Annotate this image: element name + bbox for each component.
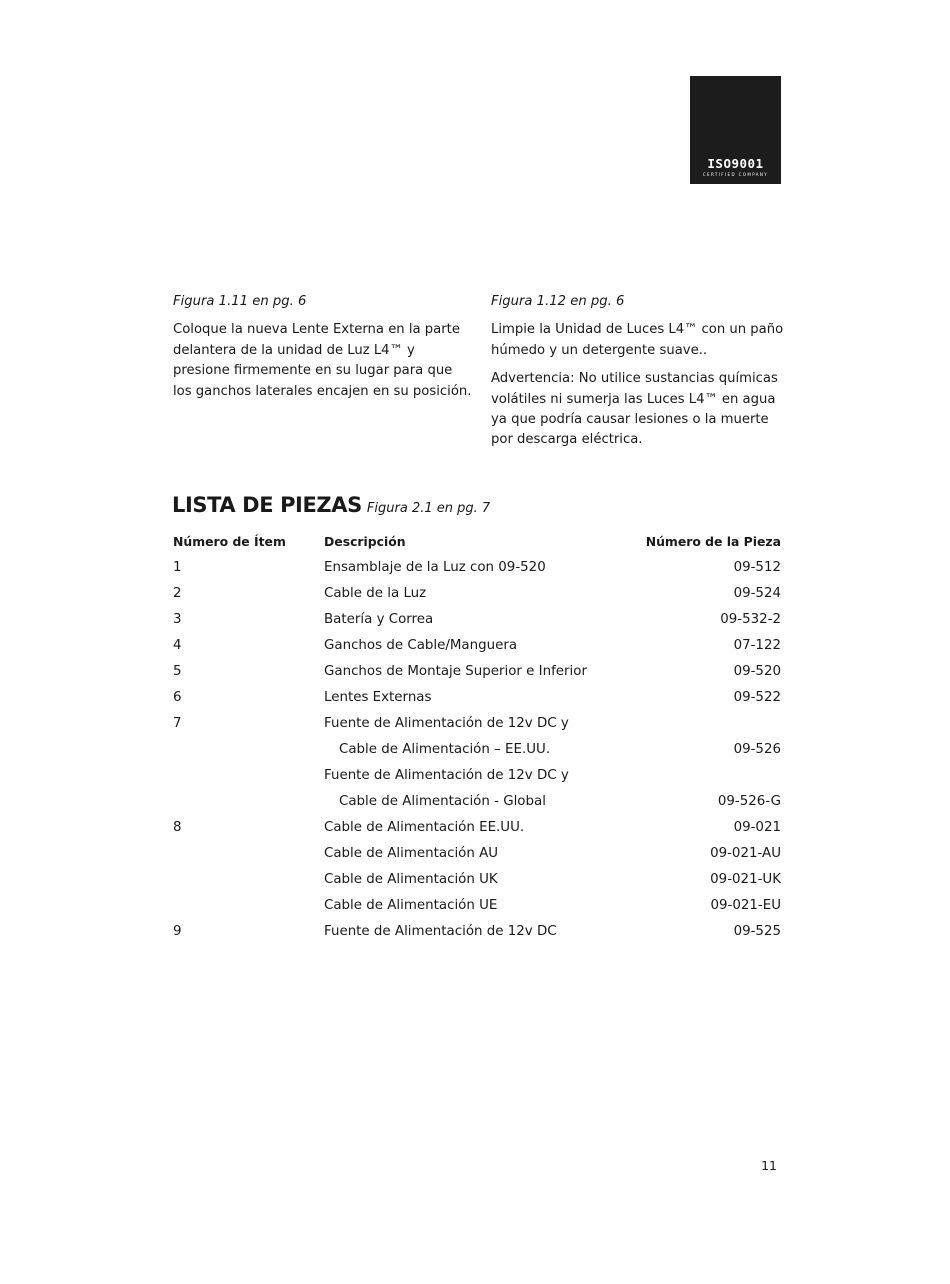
cleaning-paragraph: Limpie la Unidad de Luces L4™ con un paño húmedo y un detergente suave.. (491, 322, 784, 358)
table-row (173, 585, 781, 611)
warning-paragraph: Advertencia: No utilice sustancias químicas volátiles ni sumerja las Luces L4™ en agua ya que podría causar lesiones o la muerte por descarga eléctrica. (491, 371, 778, 448)
item-number: 3 (173, 612, 182, 627)
table-row (173, 897, 781, 923)
item-number: 9 (173, 924, 182, 939)
column-header-part-number: Número de la Pieza (645, 534, 781, 549)
part-number: 09-021-EU (710, 898, 781, 913)
item-description: Cable de Alimentación – EE.UU. (339, 742, 551, 757)
part-number: 09-525 (733, 924, 781, 939)
item-description: Batería y Correa (324, 612, 434, 627)
part-number: 09-526 (733, 742, 781, 757)
item-description: Cable de Alimentación UE (324, 898, 498, 913)
item-number: 8 (173, 820, 182, 835)
item-description: Ganchos de Montaje Superior e Inferior (324, 664, 587, 679)
item-description: Cable de Alimentación AU (324, 846, 499, 861)
table-row (173, 611, 781, 637)
page-number: 11 (761, 1158, 777, 1173)
part-number: 09-520 (733, 664, 781, 679)
item-number: 4 (173, 638, 182, 653)
figure-reference-1-12: Figura 1.12 en pg. 6 (491, 294, 625, 309)
item-description: Cable de Alimentación EE.UU. (324, 820, 525, 835)
item-description: Fuente de Alimentación de 12v DC y (324, 768, 569, 783)
part-number: 09-021-UK (710, 872, 781, 887)
table-row (173, 793, 781, 819)
item-description: Cable de la Luz (324, 586, 427, 601)
part-number: 07-122 (733, 638, 781, 653)
table-row (173, 923, 781, 949)
figure-reference-1-11: Figura 1.11 en pg. 6 (173, 294, 307, 309)
table-row (173, 741, 781, 767)
badge-title: ISO9001 (707, 156, 764, 171)
item-number: 5 (173, 664, 182, 679)
table-row (173, 845, 781, 871)
part-number: 09-522 (733, 690, 781, 705)
parts-list-figure-reference: Figura 2.1 en pg. 7 (366, 501, 491, 516)
part-number: 09-021-AU (710, 846, 781, 861)
column-header-item-number: Número de Ítem (173, 534, 286, 549)
left-column (173, 292, 473, 410)
item-number: 2 (173, 586, 182, 601)
lens-replacement-paragraph: Coloque la nueva Lente Externa en la parte delantera de la unidad de Luz L4™ y presione firmemente en su lugar para que los ganchos laterales encajen en su posición. (173, 322, 472, 399)
part-number: 09-524 (733, 586, 781, 601)
table-row (173, 819, 781, 845)
item-description: Lentes Externas (324, 690, 432, 705)
table-row (173, 871, 781, 897)
column-header-description: Descripción (324, 534, 406, 549)
part-number: 09-512 (733, 560, 781, 575)
item-number: 1 (173, 560, 182, 575)
part-number: 09-532-2 (720, 612, 781, 627)
part-number: 09-526-G (717, 794, 781, 809)
item-description: Cable de Alimentación UK (324, 872, 498, 887)
part-number: 09-021 (733, 820, 781, 835)
item-description: Fuente de Alimentación de 12v DC (324, 924, 557, 939)
table-row (173, 767, 781, 793)
iso-certification-badge (690, 76, 781, 184)
item-description: Cable de Alimentación - Global (339, 794, 546, 809)
item-number: 6 (173, 690, 182, 705)
right-column (491, 292, 791, 459)
item-description: Fuente de Alimentación de 12v DC y (324, 716, 569, 731)
table-row (173, 715, 781, 741)
item-description: Ganchos de Cable/Manguera (324, 638, 518, 653)
table-row (173, 689, 781, 715)
parts-list-heading: LISTA DE PIEZAS (172, 493, 362, 517)
badge-subtitle: CERTIFIED COMPANY (702, 172, 769, 177)
table-row (173, 559, 781, 585)
table-row (173, 637, 781, 663)
item-number: 7 (173, 716, 182, 731)
table-row (173, 663, 781, 689)
item-description: Ensamblaje de la Luz con 09-520 (324, 560, 546, 575)
parts-list-title (172, 493, 490, 517)
